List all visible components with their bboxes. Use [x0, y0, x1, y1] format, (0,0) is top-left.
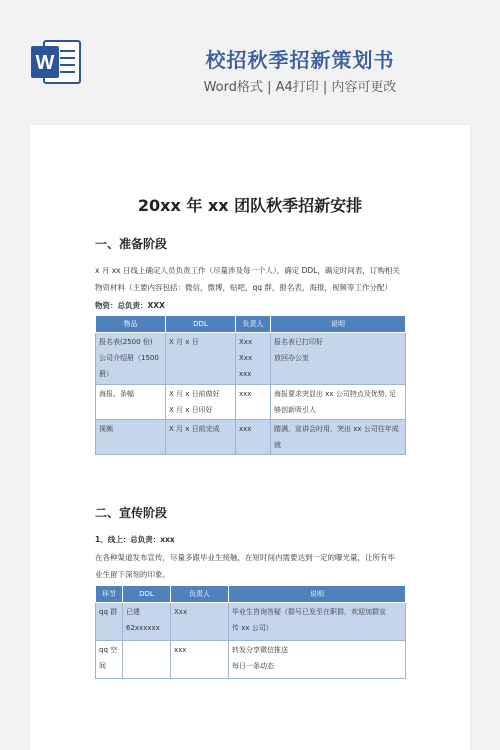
section1-paragraph-line2: 物资材料（主要内容包括：微信，微博，贴吧，qq 群，报名表，海报，视频等工作分配）	[95, 283, 392, 292]
word-icon	[30, 38, 82, 86]
word-logo-letter: W	[35, 52, 55, 74]
table-cell: xxx	[236, 420, 271, 455]
table-header-row	[96, 316, 406, 333]
page-subtitle: Word格式 | A4打印 | 内容可更改	[203, 80, 397, 95]
table-cell: 已建 62xxxxxx	[123, 603, 171, 641]
section2-heading: 二、宣传阶段	[95, 506, 168, 520]
table-cell: Xxx Xxx xxx	[236, 333, 271, 385]
table-row	[96, 333, 406, 385]
materials-table	[95, 315, 406, 455]
table-header-cell: DDL	[123, 586, 171, 603]
table-header-cell: 说明	[229, 586, 406, 603]
section2-label: 1、线上：总负责：xxx	[95, 535, 175, 544]
section1-paragraph-line1: x 月 xx 日线上确定人员负责工作（尽量涉及每一个人），确定 DDL，确定时间表，订购相关	[95, 266, 400, 275]
table-cell: 转发分享微信推送 每日一条动态	[229, 641, 406, 679]
publicity-table	[95, 585, 406, 679]
table-row	[96, 641, 406, 679]
table-row	[96, 385, 406, 420]
table-cell: xxx	[236, 385, 271, 420]
table-cell: X 月 x 日前完成	[166, 420, 236, 455]
table-header-cell: 说明	[271, 316, 406, 333]
table-header-cell: 物品	[96, 316, 166, 333]
section1-heading: 一、准备阶段	[95, 237, 168, 251]
table-row	[96, 420, 406, 455]
document-page	[30, 125, 470, 750]
section2-paragraph-line1: 在各种渠道发布宣传，尽量多跟毕业生接触，在短时间内需要达到一定的曝光量，让所有毕	[95, 553, 395, 562]
table-cell: qq 群	[96, 603, 123, 641]
table-cell: 报名表已打印好 放回办公室	[271, 333, 406, 385]
header	[0, 0, 500, 120]
section2-paragraph-line2: 业生留下深刻的印象。	[95, 570, 170, 579]
table-cell: X 月 x 日前做好 X 月 x 日印好	[166, 385, 236, 420]
section1-label: 物资：总负责：XXX	[95, 301, 165, 310]
table-cell: 海报要求突显出 xx 公司特点及优势, 足 够创新吸引人	[271, 385, 406, 420]
table-cell: X 月 x 日	[166, 333, 236, 385]
document-title: 20xx 年 xx 团队秋季招新安排	[137, 196, 363, 215]
table-cell: 海报、条幅	[96, 385, 166, 420]
table-header-cell: DDL	[166, 316, 236, 333]
table-header-row	[96, 586, 406, 603]
table-header-cell: 环节	[96, 586, 123, 603]
table-header-cell: 负责人	[236, 316, 271, 333]
table-cell: 报名表(2500 份) 公司介绍册（1500 册）	[96, 333, 166, 385]
table-cell: 毕业生咨询答疑（群号已发至在职群，欢迎加群宣 传 xx 公司）	[229, 603, 406, 641]
table-header-cell: 负责人	[171, 586, 229, 603]
table-cell: 视频	[96, 420, 166, 455]
table-cell: Xxx	[171, 603, 229, 641]
table-cell	[123, 641, 171, 679]
table-cell: 踏满，宣讲会时用，突出 xx 公司往年成 就	[271, 420, 406, 455]
table-cell: xxx	[171, 641, 229, 679]
table-cell: qq 空 间	[96, 641, 123, 679]
table-row	[96, 603, 406, 641]
page-title: 校招秋季招新策划书	[205, 48, 395, 72]
